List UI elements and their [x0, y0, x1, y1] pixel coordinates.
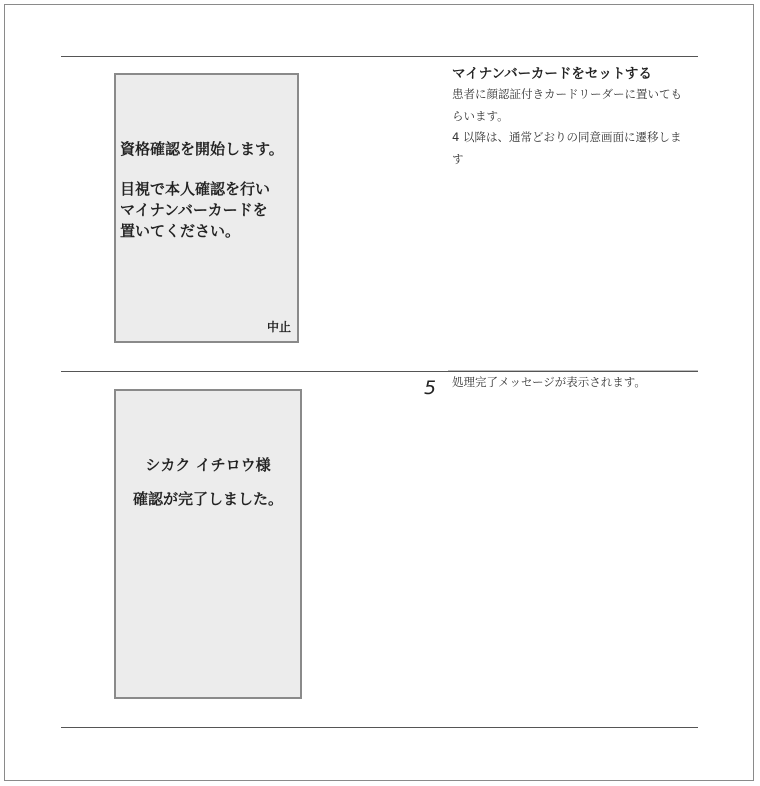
screen-instruction-line1: 目視で本人確認を行い: [120, 180, 271, 198]
section-rule-bottom: [61, 727, 698, 728]
step4-title: マイナンバーカードをセットする: [452, 66, 652, 82]
screen-complete-message: 確認が完了しました。: [132, 490, 283, 508]
step4-body-line2: らいます。: [452, 109, 509, 123]
cancel-button[interactable]: 中止: [266, 320, 291, 334]
screen-instruction-line3: 置いてください。: [120, 222, 241, 240]
step4-body-line4: す: [452, 152, 464, 166]
step5-number: 5: [424, 377, 437, 399]
step5-device-screen: [114, 389, 302, 699]
section-rule-top: [61, 56, 698, 57]
screen-instruction-line2: マイナンバーカードを: [120, 201, 268, 219]
step4-body-line1: 患者に顔認証付きカードリーダーに置いても: [452, 87, 682, 101]
step5-description: 処理完了メッセージが表示されます。: [452, 375, 646, 389]
step4-device-screen: [114, 73, 299, 343]
step4-body-line3: 4 以降は、通常どおりの同意画面に遷移しま: [452, 130, 682, 144]
screen-start-message: 資格確認を開始します。: [120, 140, 284, 158]
screen-patient-name: シカク イチロウ様: [145, 456, 271, 474]
step5-rule: [448, 370, 698, 371]
